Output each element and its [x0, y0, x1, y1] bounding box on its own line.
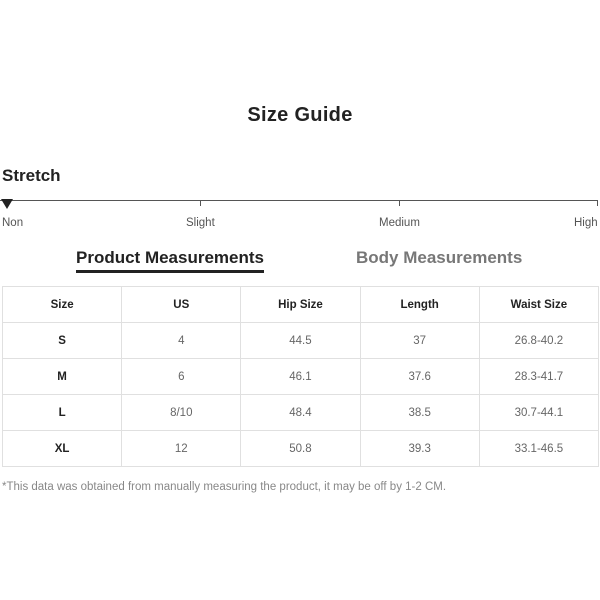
measurement-disclaimer: *This data was obtained from manually measuring the product, it may be off by 1-2 CM. — [2, 481, 447, 493]
page-title: Size Guide — [247, 104, 353, 126]
column-header-hip-size: Hip Size — [241, 287, 360, 323]
tab-product-measurements[interactable]: Product Measurements — [76, 248, 264, 273]
table-cell-size: XL — [3, 431, 122, 467]
table-row — [3, 431, 599, 467]
table-cell-waist-size: 33.1-46.5 — [479, 431, 598, 467]
stretch-tick-medium — [399, 200, 400, 206]
tab-body-measurements[interactable]: Body Measurements — [356, 248, 523, 267]
table-cell-size: M — [3, 359, 122, 395]
table-cell-hip-size: 48.4 — [241, 395, 360, 431]
table-cell-hip-size: 46.1 — [241, 359, 360, 395]
table-cell-length: 37.6 — [360, 359, 479, 395]
stretch-level-medium: Medium — [379, 217, 420, 229]
table-cell-us: 8/10 — [122, 395, 241, 431]
column-header-waist-size: Waist Size — [479, 287, 598, 323]
column-header-length: Length — [360, 287, 479, 323]
stretch-marker-icon — [1, 199, 13, 209]
stretch-level-non: Non — [2, 217, 24, 229]
table-cell-waist-size: 26.8-40.2 — [479, 323, 598, 359]
column-header-size: Size — [3, 287, 122, 323]
table-cell-length: 39.3 — [360, 431, 479, 467]
column-header-us: US — [122, 287, 241, 323]
table-cell-us: 12 — [122, 431, 241, 467]
table-cell-size: S — [3, 323, 122, 359]
table-cell-hip-size: 44.5 — [241, 323, 360, 359]
table-cell-length: 37 — [360, 323, 479, 359]
table-cell-us: 4 — [122, 323, 241, 359]
stretch-scale-line — [0, 200, 598, 201]
stretch-level-high: High — [574, 217, 598, 229]
stretch-label: Stretch — [2, 166, 61, 185]
size-table — [2, 286, 599, 467]
stretch-level-slight: Slight — [186, 217, 215, 229]
table-cell-length: 38.5 — [360, 395, 479, 431]
table-row — [3, 395, 599, 431]
table-row — [3, 323, 599, 359]
stretch-tick-high — [597, 200, 598, 206]
table-cell-hip-size: 50.8 — [241, 431, 360, 467]
table-cell-size: L — [3, 395, 122, 431]
table-cell-waist-size: 30.7-44.1 — [479, 395, 598, 431]
table-header-row — [3, 287, 599, 323]
stretch-tick-slight — [200, 200, 201, 206]
table-row — [3, 359, 599, 395]
table-cell-us: 6 — [122, 359, 241, 395]
table-cell-waist-size: 28.3-41.7 — [479, 359, 598, 395]
